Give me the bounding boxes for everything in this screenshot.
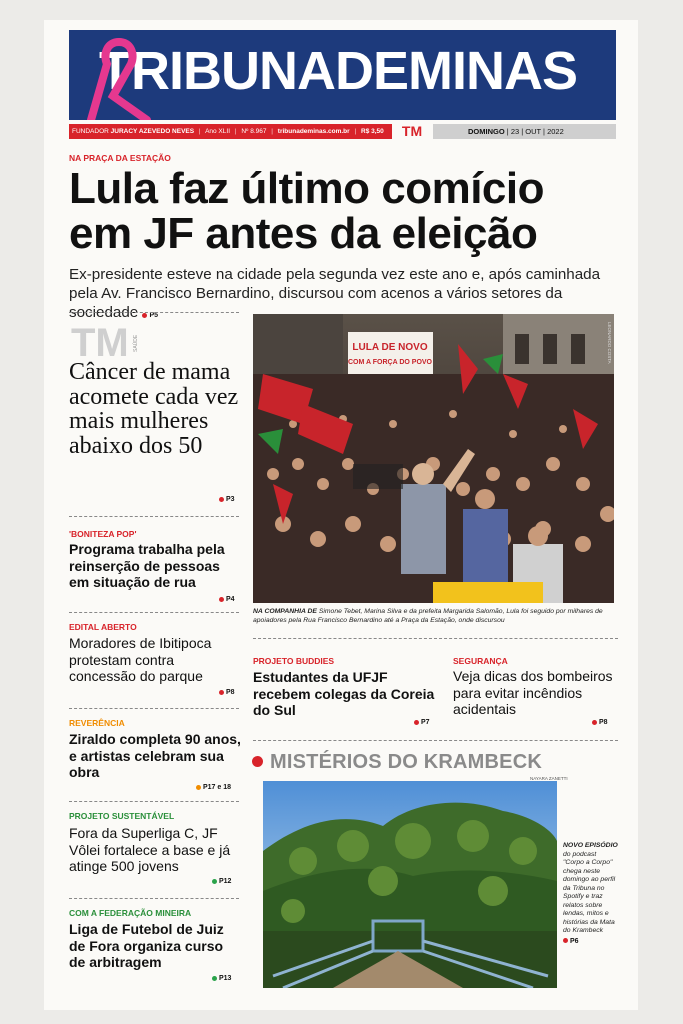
divider [253, 638, 618, 639]
boniteza-page: P4 [219, 596, 235, 603]
misterios-caption [563, 842, 618, 946]
tm-mark: TM [71, 322, 129, 360]
lead-page: P5 [149, 312, 159, 319]
rally-crowd-image [253, 314, 614, 603]
edital-page: P8 [219, 689, 235, 696]
dot-icon [414, 720, 419, 725]
forest-bridge-image [263, 781, 557, 988]
tm-sub: SAÚDE [133, 334, 139, 352]
founder-name: JURACY AZEVEDO NEVES [110, 128, 195, 135]
dot-icon [592, 720, 597, 725]
caption-lead: NA COMPANHIA DE [253, 608, 317, 615]
tm-health-logo-icon [71, 322, 161, 360]
lead-kicker: NA PRAÇA DA ESTAÇÃO [69, 153, 171, 163]
dot-icon [212, 879, 217, 884]
dot-icon [252, 756, 263, 767]
lead-photo-caption [253, 607, 618, 625]
lead-headline-line1: Lula faz último comício [69, 164, 544, 213]
website: tribunademinas.com.br [277, 128, 350, 135]
lead-deck-text: Ex-presidente esteve na cidade pela segunda vez este ano e, após caminhada pela Av. Francisco Bernardino, discursou com acenos a vários setores da sociedade [69, 266, 601, 321]
edition-number: Nº 8.967 [241, 128, 267, 135]
svg-text:LULA DE NOVO: LULA DE NOVO [352, 342, 428, 353]
tm-logo-text: TM [401, 123, 423, 139]
price: R$ 3,50 [361, 128, 384, 135]
sustentavel-headline[interactable]: Fora da Superliga C, JF Vôlei fortalece a base e já atinge 500 jovens [69, 825, 231, 874]
caption-text: Simone Tebet, Marina Silva e da prefeita Margarida Salomão, Lula foi seguido por milhares de apoiadores pela Rua Francisco Bernardino até a Praça da Estação, onde discursou [253, 608, 603, 624]
boniteza-headline[interactable]: Programa trabalha pela reinserção de pessoas em situação de rua [69, 541, 225, 590]
sustentavel-kicker: PROJETO SUSTENTÁVEL [69, 811, 175, 821]
dot-icon [219, 597, 224, 602]
infobar-date: DOMINGO | 23 | OUT | 2022 [433, 124, 616, 139]
boniteza-kicker: 'BONITEZA POP' [69, 529, 137, 539]
reverencia-page: P17 e 18 [196, 784, 231, 791]
infobar-left: FUNDADOR JURACY AZEVEDO NEVES | Ano XLII | Nº 8.967 | tribunademinas.com.br | R$ 3,50 [69, 124, 392, 139]
dot-icon [219, 497, 224, 502]
misterios-credit: NAYARA ZANETTI [530, 776, 568, 781]
cancer-headline[interactable]: Câncer de mama acomete cada vez mais mulheres abaixo dos 50 [69, 359, 239, 459]
divider [69, 801, 239, 802]
edition-year: Ano XLII [205, 128, 230, 135]
dot-icon [212, 976, 217, 981]
buddies-kicker: PROJETO BUDDIES [253, 656, 335, 666]
edital-kicker: EDITAL ABERTO [69, 622, 137, 632]
seguranca-kicker: SEGURANÇA [453, 656, 508, 666]
reverencia-headline[interactable]: Ziraldo completa 90 anos, e artistas celebram sua obra [69, 731, 241, 780]
seguranca-page: P8 [592, 719, 608, 726]
masthead-infobar [69, 124, 616, 139]
divider [69, 708, 239, 709]
photo-credit: LEONARDO COSTA [607, 322, 612, 364]
dot-icon [142, 313, 147, 318]
weekday: DOMINGO [468, 127, 505, 136]
misterios-page: P6 [563, 938, 618, 947]
pink-ribbon-icon [77, 36, 161, 120]
lead-headline-line2: em JF antes da eleição [69, 209, 538, 258]
dot-icon [196, 785, 201, 790]
sustentavel-page: P12 [212, 878, 231, 885]
divider [69, 516, 239, 517]
dot-icon [219, 690, 224, 695]
divider [69, 312, 239, 313]
lead-photo[interactable] [253, 314, 614, 603]
founder-label: FUNDADOR [72, 128, 109, 135]
seguranca-headline[interactable]: Veja dicas dos bombeiros para evitar incêndios acidentais [453, 668, 613, 717]
federacao-headline[interactable]: Liga de Futebol de Juiz de Fora organiza curso de arbitragem [69, 921, 224, 970]
federacao-kicker: COM A FEDERAÇÃO MINEIRA [69, 908, 192, 918]
divider [253, 740, 618, 741]
masthead-title: TRIBUNADEMINAS [99, 41, 577, 101]
lead-headline[interactable] [69, 166, 629, 256]
reverencia-kicker: REVERÊNCIA [69, 718, 125, 728]
dot-icon [563, 938, 568, 943]
buddies-headline[interactable]: Estudantes da UFJF recebem colegas da Coreia do Sul [253, 669, 435, 718]
krambeck-photo[interactable] [263, 781, 557, 988]
misterios-caption-lead: NOVO EPISÓDIO [563, 842, 618, 849]
federacao-page: P13 [212, 975, 231, 982]
svg-text:COM A FORÇA DO POVO: COM A FORÇA DO POVO [348, 359, 432, 366]
misterios-title[interactable]: MISTÉRIOS DO KRAMBECK [270, 751, 542, 773]
buddies-page: P7 [414, 719, 430, 726]
tm-logo-icon [397, 123, 427, 139]
edital-headline[interactable]: Moradores de Ibitipoca protestam contra concessão do parque [69, 635, 212, 684]
divider [69, 898, 239, 899]
masthead [69, 30, 616, 120]
cancer-page: P3 [219, 496, 235, 503]
misterios-caption-text: do podcast "Corpo a Corpo" chega neste domingo ao perfil da Tribuna no Spotify e traz relatos sobre lendas, mitos e histórias da Mata do Krambeck [563, 850, 616, 934]
divider [69, 612, 239, 613]
date: 23 | OUT | 2022 [510, 127, 564, 136]
